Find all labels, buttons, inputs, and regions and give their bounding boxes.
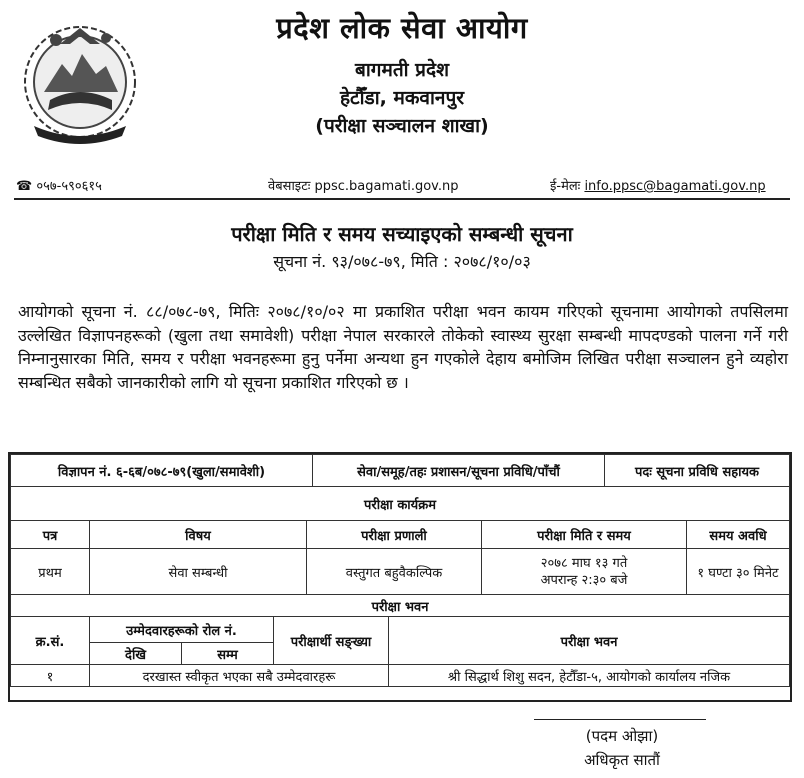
branch-name: (परीक्षा सञ्चालन शाखा) — [315, 115, 489, 137]
duration-cell: १ घण्टा ३० मिनेट — [687, 549, 790, 595]
phone-number: ०५७-५९०६१५ — [36, 179, 102, 194]
candidates-cell: दरखास्त स्वीकृत भएका सबै उम्मेदवारहरू — [90, 665, 389, 687]
col-header: परीक्षा मिति र समय — [482, 521, 687, 549]
header-divider — [14, 198, 790, 200]
website-label: वेबसाइटः ppsc.bagamati.gov.np — [268, 179, 459, 194]
col-header: समय अवधि — [687, 521, 790, 549]
col-header: विषय — [90, 521, 307, 549]
province-name: बागमती प्रदेश — [354, 59, 449, 81]
col-header: पत्र — [11, 521, 90, 549]
to-header: सम्म — [182, 643, 274, 665]
advert-number: विज्ञापन नं. ६-६ब/०७८-७९(खुला/समावेशी) — [11, 455, 313, 487]
email-contact — [550, 176, 766, 194]
phone-contact — [16, 176, 102, 194]
signatory-name: (पदम ओझा) — [585, 727, 659, 745]
venue-heading: परीक्षा भवन — [11, 595, 790, 617]
paper-cell: प्रथम — [11, 549, 90, 595]
office-location: हेटौँडा, मकवानपुर — [339, 87, 465, 109]
table-row — [11, 549, 790, 595]
exam-table — [8, 452, 792, 702]
signature-line — [534, 719, 706, 720]
notice-number: सूचना नं. ९३/०७८-७९, मिति : २०७८/१०/०३ — [273, 252, 531, 271]
email-link[interactable]: info.ppsc@bagamati.gov.np — [584, 179, 766, 194]
venue-cell: श्री सिद्धार्थ शिशु सदन, हेटौँडा-५, आयोगको कार्यालय नजिक — [389, 665, 790, 687]
page-title: प्रदेश लोक सेवा आयोग — [276, 11, 528, 45]
venue-table — [10, 616, 790, 687]
exam-date: २०७८ माघ १३ गते — [540, 555, 628, 571]
service-group: सेवा/समूह/तहः प्रशासन/सूचना प्रविधि/पाँचौं — [313, 455, 605, 487]
program-table — [10, 520, 790, 617]
sn-cell: १ — [11, 665, 90, 687]
from-header: देखि — [90, 643, 182, 665]
sn-header: क्र.सं. — [11, 617, 90, 665]
table-row — [11, 665, 790, 687]
notice-body: आयोगको सूचना नं. ८८/०७८-७९, मितिः २०७८/१०/०२ मा प्रकाशित परीक्षा भवन कायम गरिएको सूचनामा आयोगको तपसिलमा उल्लेखित विज्ञापनहरूको (खुला तथा समावेशी) परीक्षा नेपाल सरकारले तोकेको स्वास्थ्य सुरक्षा सम्बन्धी मापदण्डको पालना गर्ने गरी निम्नानुसारका मिति, समय र परीक्षा भवनहरूमा हुनु पर्नेमा अन्यथा हुन गएकोले देहाय बमोजिम लिखित परीक्षा सञ्चालन हुने व्यहोरा सम्बन्धित सबैको जानकारीको लागि यो सूचना प्रकाशित गरिएको छ । — [18, 302, 788, 392]
phone-icon: ☎ — [16, 179, 33, 194]
post-name: पदः सूचना प्रविधि सहायक — [605, 455, 790, 487]
notice-title: परीक्षा मिति र समय सच्याइएको सम्बन्धी सूचना — [231, 222, 573, 246]
col-header: परीक्षा प्रणाली — [307, 521, 482, 549]
venue-header: परीक्षा भवन — [389, 617, 790, 665]
roll-header: उम्मेदवारहरूको रोल नं. — [90, 617, 274, 643]
signatory-designation: अधिकृत सातौं — [584, 751, 660, 769]
system-cell: वस्तुगत बहुवैकल्पिक — [307, 549, 482, 595]
advert-table — [10, 454, 790, 521]
datetime-cell — [482, 549, 687, 595]
subject-cell: सेवा सम्बन्धी — [90, 549, 307, 595]
exam-time: अपरान्ह २:३० बजे — [540, 572, 628, 588]
count-header: परीक्षार्थी सङ्ख्या — [274, 617, 389, 665]
program-heading: परीक्षा कार्यक्रम — [11, 487, 790, 521]
email-label: ई-मेलः — [550, 179, 581, 194]
